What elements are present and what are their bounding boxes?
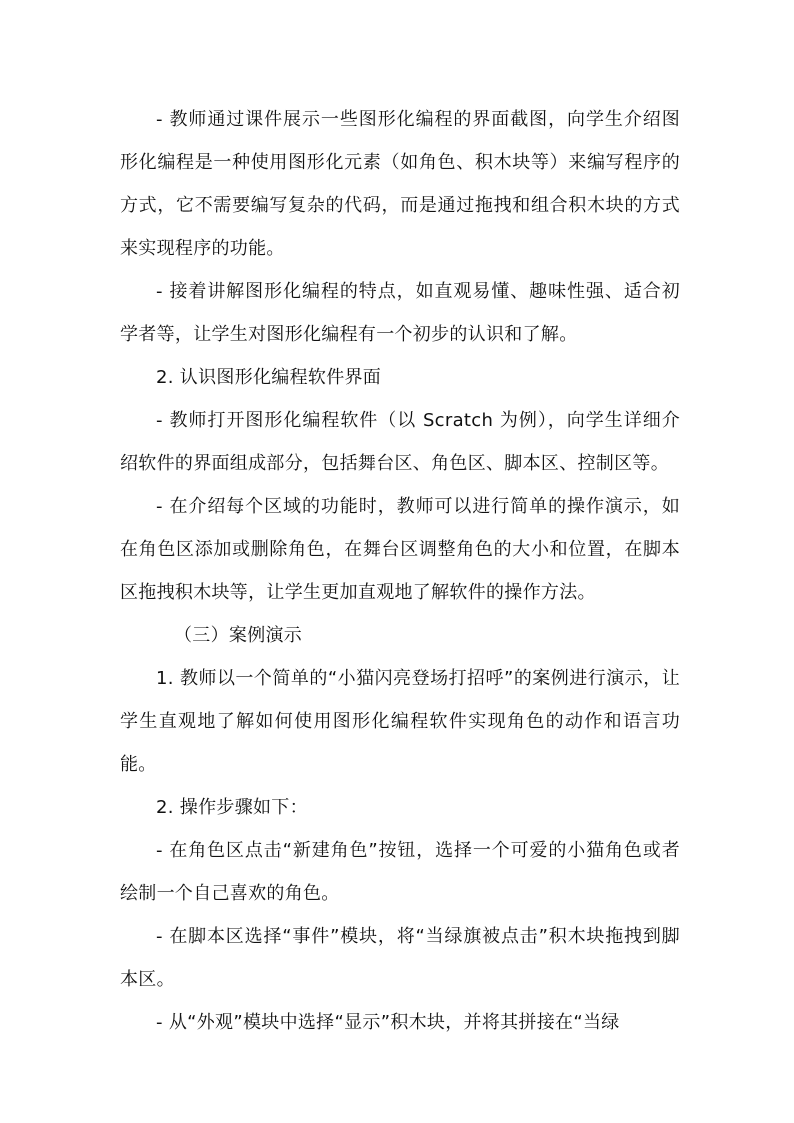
paragraph-intro-graphical-programming: - 教师通过课件展示一些图形化编程的界面截图，向学生介绍图形化编程是一种使用图形化元素（如角色、积木块等）来编写程序的方式，它不需要编写复杂的代码，而是通过拖拽和组合积木块的方式来实现程序的功能。	[120, 109, 680, 259]
paragraph-step-looks-block: - 从“外观”模块中选择“显示”积木块，并将其拼接在“当绿	[156, 1012, 620, 1033]
document-page	[120, 98, 680, 1044]
paragraph-features: - 接着讲解图形化编程的特点，如直观易懂、趣味性强、适合初学者等，让学生对图形化编程有一个初步的认识和了解。	[120, 281, 680, 345]
section-heading-case-demo: （三）案例演示	[174, 625, 303, 646]
section-heading-software-interface: 2. 认识图形化编程软件界面	[156, 367, 382, 388]
paragraph-step-event-block: - 在脚本区选择“事件”模块，将“当绿旗被点击”积木块拖拽到脚本区。	[120, 926, 680, 990]
paragraph-step-new-sprite: - 在角色区点击“新建角色”按钮，选择一个可爱的小猫角色或者绘制一个自己喜欢的角色。	[120, 840, 680, 904]
paragraph-interface-components: - 教师打开图形化编程软件（以 Scratch 为例），向学生详细介绍软件的界面组成部分，包括舞台区、角色区、脚本区、控制区等。	[120, 410, 680, 474]
paragraph-demo-operations: - 在介绍每个区域的功能时，教师可以进行简单的操作演示，如在角色区添加或删除角色，在舞台区调整角色的大小和位置，在脚本区拖拽积木块等，让学生更加直观地了解软件的操作方法。	[120, 496, 680, 603]
paragraph-case-cat-greeting: 1. 教师以一个简单的“小猫闪亮登场打招呼”的案例进行演示，让学生直观地了解如何使用图形化编程软件实现角色的动作和语言功能。	[120, 668, 680, 775]
paragraph-steps-heading: 2. 操作步骤如下：	[156, 797, 308, 818]
